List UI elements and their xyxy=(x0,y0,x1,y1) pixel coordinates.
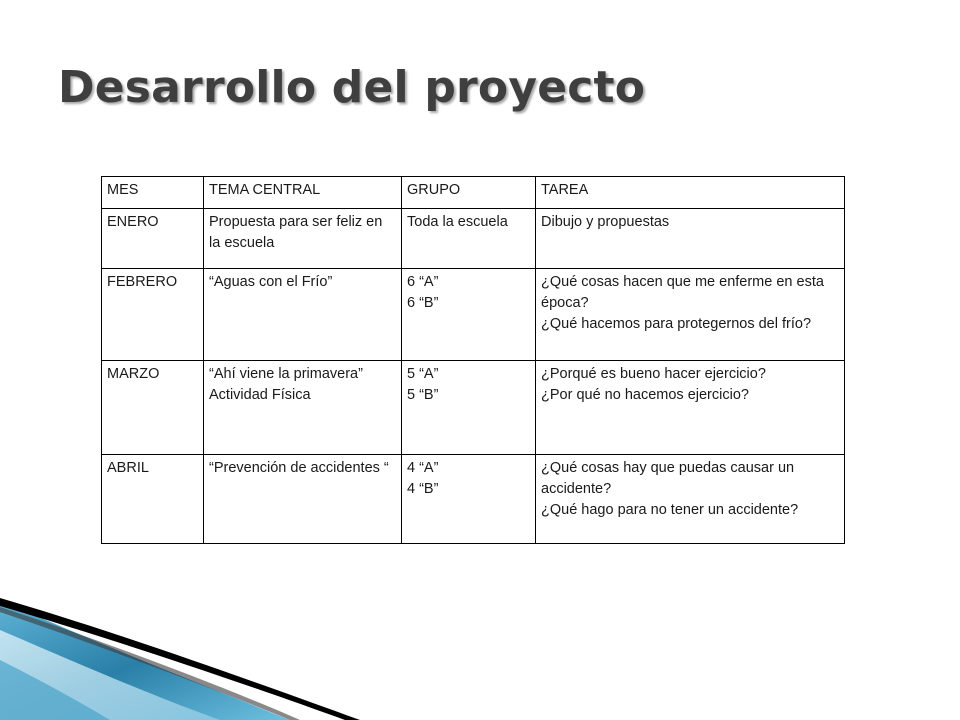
cell-line: 5 “A” xyxy=(407,366,439,382)
table-header-row xyxy=(102,177,845,209)
cell-tarea xyxy=(536,209,845,269)
cell-tarea xyxy=(536,455,845,544)
cell-line: “Ahí viene la primavera” xyxy=(209,366,363,382)
table-row xyxy=(102,269,845,361)
cell-grupo xyxy=(402,361,536,455)
cell-tema xyxy=(204,269,402,361)
header-tema-central: TEMA CENTRAL xyxy=(204,177,402,209)
cell-mes: ABRIL xyxy=(102,455,204,544)
cell-line: ¿Qué hago para no tener un accidente? xyxy=(541,502,799,518)
cell-line: 4 “B” xyxy=(407,481,439,497)
table-row xyxy=(102,209,845,269)
cell-mes: ENERO xyxy=(102,209,204,269)
cell-line: “Aguas con el Frío” xyxy=(209,274,333,290)
cell-line: ¿Por qué no hacemos ejercicio? xyxy=(541,387,749,403)
header-tarea: TAREA xyxy=(536,177,845,209)
cell-tarea xyxy=(536,269,845,361)
table-row xyxy=(102,361,845,455)
cell-line: ¿Qué cosas hay que puedas causar un accidente? xyxy=(541,460,795,497)
project-table xyxy=(101,176,845,544)
cell-line: “Prevención de accidentes “ xyxy=(209,460,389,476)
cell-line: Toda la escuela xyxy=(407,214,508,230)
cell-line: ¿Qué cosas hacen que me enferme en esta época? xyxy=(541,274,824,311)
cell-line: Propuesta para ser feliz en la escuela xyxy=(209,214,383,251)
table-row xyxy=(102,455,845,544)
cell-line: 6 “B” xyxy=(407,295,439,311)
cell-line: Actividad Física xyxy=(209,387,311,403)
slide-title: Desarrollo del proyecto xyxy=(58,62,646,113)
cell-tema xyxy=(204,361,402,455)
cell-mes: FEBRERO xyxy=(102,269,204,361)
cell-tarea xyxy=(536,361,845,455)
cell-line: 6 “A” xyxy=(407,274,439,290)
header-grupo: GRUPO xyxy=(402,177,536,209)
corner-swoosh-decoration xyxy=(0,560,420,720)
cell-line: 4 “A” xyxy=(407,460,439,476)
header-mes: MES xyxy=(102,177,204,209)
cell-line: ¿Porqué es bueno hacer ejercicio? xyxy=(541,366,766,382)
cell-tema xyxy=(204,455,402,544)
cell-grupo xyxy=(402,209,536,269)
cell-line: ¿Qué hacemos para protegernos del frío? xyxy=(541,316,812,332)
cell-mes: MARZO xyxy=(102,361,204,455)
cell-tema xyxy=(204,209,402,269)
cell-line: 5 “B” xyxy=(407,387,439,403)
cell-line: Dibujo y propuestas xyxy=(541,214,670,230)
cell-grupo xyxy=(402,269,536,361)
cell-grupo xyxy=(402,455,536,544)
